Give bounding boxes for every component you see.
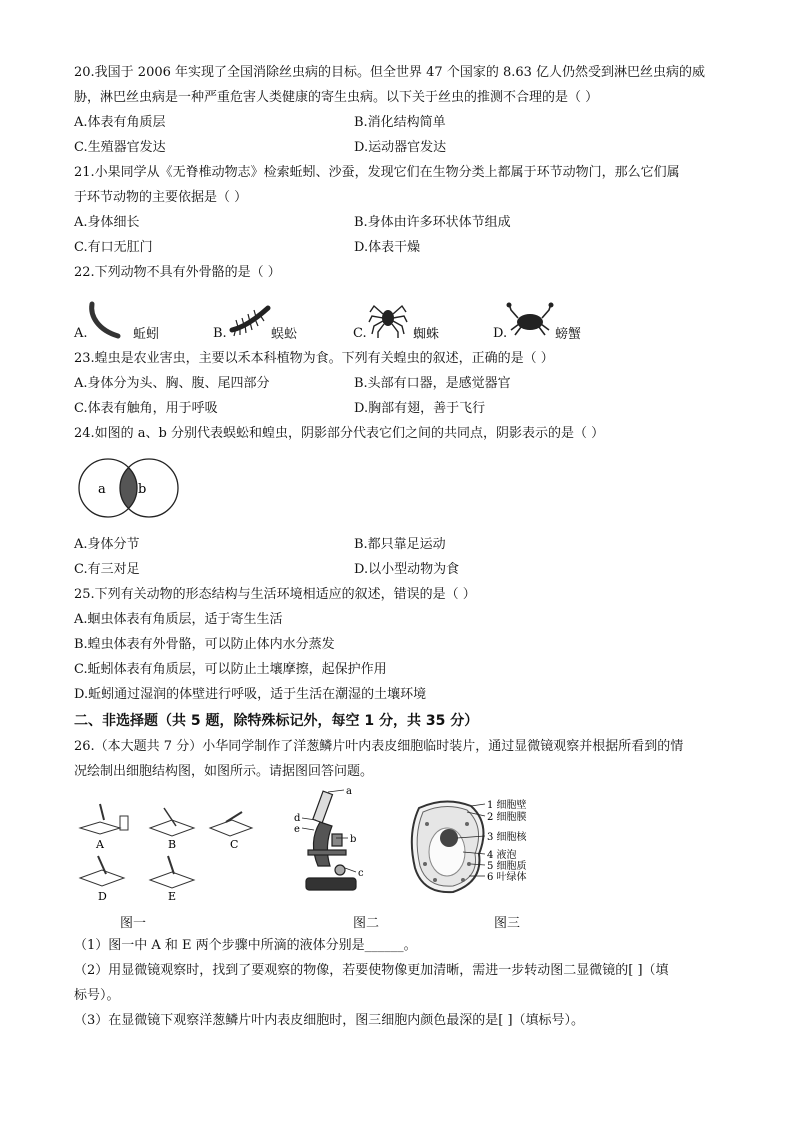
spider-illustration bbox=[368, 298, 408, 338]
fig3-label-nucleus: 3 细胞核 bbox=[487, 832, 527, 843]
fig1-step-d: D bbox=[98, 890, 107, 903]
q26-sub2-line1: （2）用显微镜观察时，找到了要观察的物像，若要使物像更加清晰，需进一步转动图二显微镜的[ ]（填 bbox=[74, 963, 669, 978]
venn-diagram bbox=[74, 458, 184, 520]
q23-stem: 23.蝗虫是农业害虫，主要以禾本科植物为食。下列有关蝗虫的叙述，正确的是（ ） bbox=[74, 351, 554, 366]
slide-d bbox=[80, 870, 124, 886]
fig3-label-chloroplast: 6 叶绿体 bbox=[487, 872, 527, 883]
microscope-arm bbox=[313, 822, 332, 866]
fig2-label-a: a bbox=[346, 786, 352, 797]
crab-illustration bbox=[507, 302, 553, 338]
q25-stem: 25.下列有关动物的形态结构与生活环境相适应的叙述，错误的是（ ） bbox=[74, 587, 476, 602]
fig1-step-c: C bbox=[230, 838, 239, 851]
forceps-b bbox=[164, 808, 176, 826]
stage bbox=[308, 850, 346, 855]
q24-option-b: B.都只靠足运动 bbox=[354, 537, 446, 552]
coarse-adjuster bbox=[332, 834, 342, 846]
q23-option-d: D.胸部有翅，善于飞行 bbox=[354, 401, 486, 416]
slide-a bbox=[80, 822, 120, 834]
q22-letter-c: C. bbox=[353, 326, 367, 341]
q24-option-a: A.身体分节 bbox=[74, 537, 140, 552]
fig2-label-c: c bbox=[358, 868, 364, 879]
slide-e bbox=[150, 872, 194, 888]
q21-option-d: D.体表干燥 bbox=[354, 240, 421, 255]
q21-option-a: A.身体细长 bbox=[74, 215, 140, 230]
fig1-step-e: E bbox=[168, 890, 177, 903]
q25-option-c: C.蚯蚓体表有角质层，可以防止土壤摩擦，起保护作用 bbox=[74, 662, 387, 677]
q24-option-c: C.有三对足 bbox=[74, 562, 140, 577]
q24-stem: 24.如图的 a、b 分别代表蜈蚣和蝗虫，阴影部分代表它们之间的共同点，阴影表示的是（ ） bbox=[74, 426, 605, 441]
q20-option-d: D.运动器官发达 bbox=[354, 140, 447, 155]
fig1-step-b: B bbox=[168, 838, 177, 851]
figure1-caption: 图一 bbox=[120, 916, 147, 931]
q20-stem-line1: 20.我国于 2006 年实现了全国消除丝虫病的目标。但全世界 47 个国家的 8.63 亿人仍然受到淋巴丝虫病的威 bbox=[74, 65, 706, 80]
venn-label-a: a bbox=[98, 482, 106, 497]
figure3-caption: 图三 bbox=[494, 916, 521, 931]
centipede-illustration bbox=[228, 300, 272, 340]
q21-stem-line1: 21.小果同学从《无脊椎动物志》检索蚯蚓、沙蚕，发现它们在生物分类上都属于环节动物门，那么它们属 bbox=[74, 165, 680, 180]
q25-option-a: A.蛔虫体表有角质层，适于寄生生活 bbox=[74, 612, 283, 627]
q22-option-d-label: 螃蟹 bbox=[555, 327, 582, 342]
q23-option-a: A.身体分为头、胸、腹、尾四部分 bbox=[74, 376, 270, 391]
fig2-label-b: b bbox=[350, 834, 357, 845]
dropper-e bbox=[168, 856, 174, 874]
q22-stem: 22.下列动物不具有外骨骼的是（ ） bbox=[74, 265, 281, 280]
figure2-microscope bbox=[290, 786, 370, 906]
q26-stem-line2: 况绘制出细胞结构图，如图所示。请据图回答问题。 bbox=[74, 764, 374, 779]
q21-option-c: C.有口无肛门 bbox=[74, 240, 153, 255]
q26-stem-line1: 26.（本大题共 7 分）小华同学制作了洋葱鳞片叶内表皮细胞临时装片，通过显微镜观察并根据所看到的情 bbox=[74, 739, 684, 754]
venn-label-b: b bbox=[138, 482, 147, 497]
q23-option-b: B.头部有口器，是感觉器官 bbox=[354, 376, 511, 391]
q22-option-a-label: 蚯蚓 bbox=[133, 327, 160, 342]
q22-letter-a: A. bbox=[74, 326, 88, 341]
q21-option-b: B.身体由许多环状体节组成 bbox=[354, 215, 511, 230]
q26-sub3: （3）在显微镜下观察洋葱鳞片叶内表皮细胞时，图三细胞内颜色最深的是[ ]（填标号）。 bbox=[74, 1013, 585, 1028]
q22-option-b-label: 蜈蚣 bbox=[271, 327, 298, 342]
q22-letter-b: B. bbox=[213, 326, 227, 341]
figure2-caption: 图二 bbox=[353, 916, 380, 931]
fig2-label-d: d bbox=[294, 813, 301, 824]
q26-sub1: （1）图一中 A 和 E 两个步骤中所滴的液体分别是______。 bbox=[74, 938, 417, 953]
figure3-plant-cell bbox=[405, 794, 535, 906]
q20-option-c: C.生殖器官发达 bbox=[74, 140, 166, 155]
fig2-label-e: e bbox=[294, 824, 300, 835]
q25-option-d: D.蚯蚓通过湿润的体壁进行呼吸，适于生活在潮湿的土壤环境 bbox=[74, 687, 427, 702]
mirror bbox=[335, 865, 345, 875]
q21-stem-line2: 于环节动物的主要依据是（ ） bbox=[74, 190, 248, 205]
q23-option-c: C.体表有触角，用于呼吸 bbox=[74, 401, 218, 416]
eyepiece-tube bbox=[313, 791, 333, 823]
slide-b bbox=[150, 820, 194, 836]
figure1-slide-steps bbox=[76, 798, 266, 904]
fig1-step-a: A bbox=[96, 838, 104, 851]
fig3-label-vacuole: 4 液泡 bbox=[487, 850, 517, 861]
q20-option-b: B.消化结构简单 bbox=[354, 115, 446, 130]
nucleus bbox=[440, 829, 458, 847]
q20-option-a: A.体表有角质层 bbox=[74, 115, 166, 130]
slide-c bbox=[210, 820, 252, 836]
fig3-label-cell-wall: 1 细胞壁 bbox=[487, 800, 527, 811]
section-heading: 二、非选择题（共 5 题，除特殊标记外，每空 1 分，共 35 分） bbox=[74, 713, 479, 729]
q20-stem-line2: 胁，淋巴丝虫病是一种严重危害人类健康的寄生虫病。以下关于丝虫的推测不合理的是（ ） bbox=[74, 90, 599, 105]
fig3-label-cytoplasm: 5 细胞质 bbox=[487, 861, 527, 872]
dropper-a bbox=[100, 804, 104, 820]
earthworm-illustration bbox=[88, 294, 128, 340]
q22-option-c-label: 蜘蛛 bbox=[413, 327, 440, 342]
microscope-base bbox=[306, 878, 356, 890]
q24-option-d: D.以小型动物为食 bbox=[354, 562, 460, 577]
fig3-label-cell-membrane: 2 细胞膜 bbox=[487, 812, 527, 823]
q26-sub2-line2: 标号）。 bbox=[74, 988, 120, 1003]
q25-option-b: B.蝗虫体表有外骨骼，可以防止体内水分蒸发 bbox=[74, 637, 335, 652]
q22-letter-d: D. bbox=[493, 326, 508, 341]
